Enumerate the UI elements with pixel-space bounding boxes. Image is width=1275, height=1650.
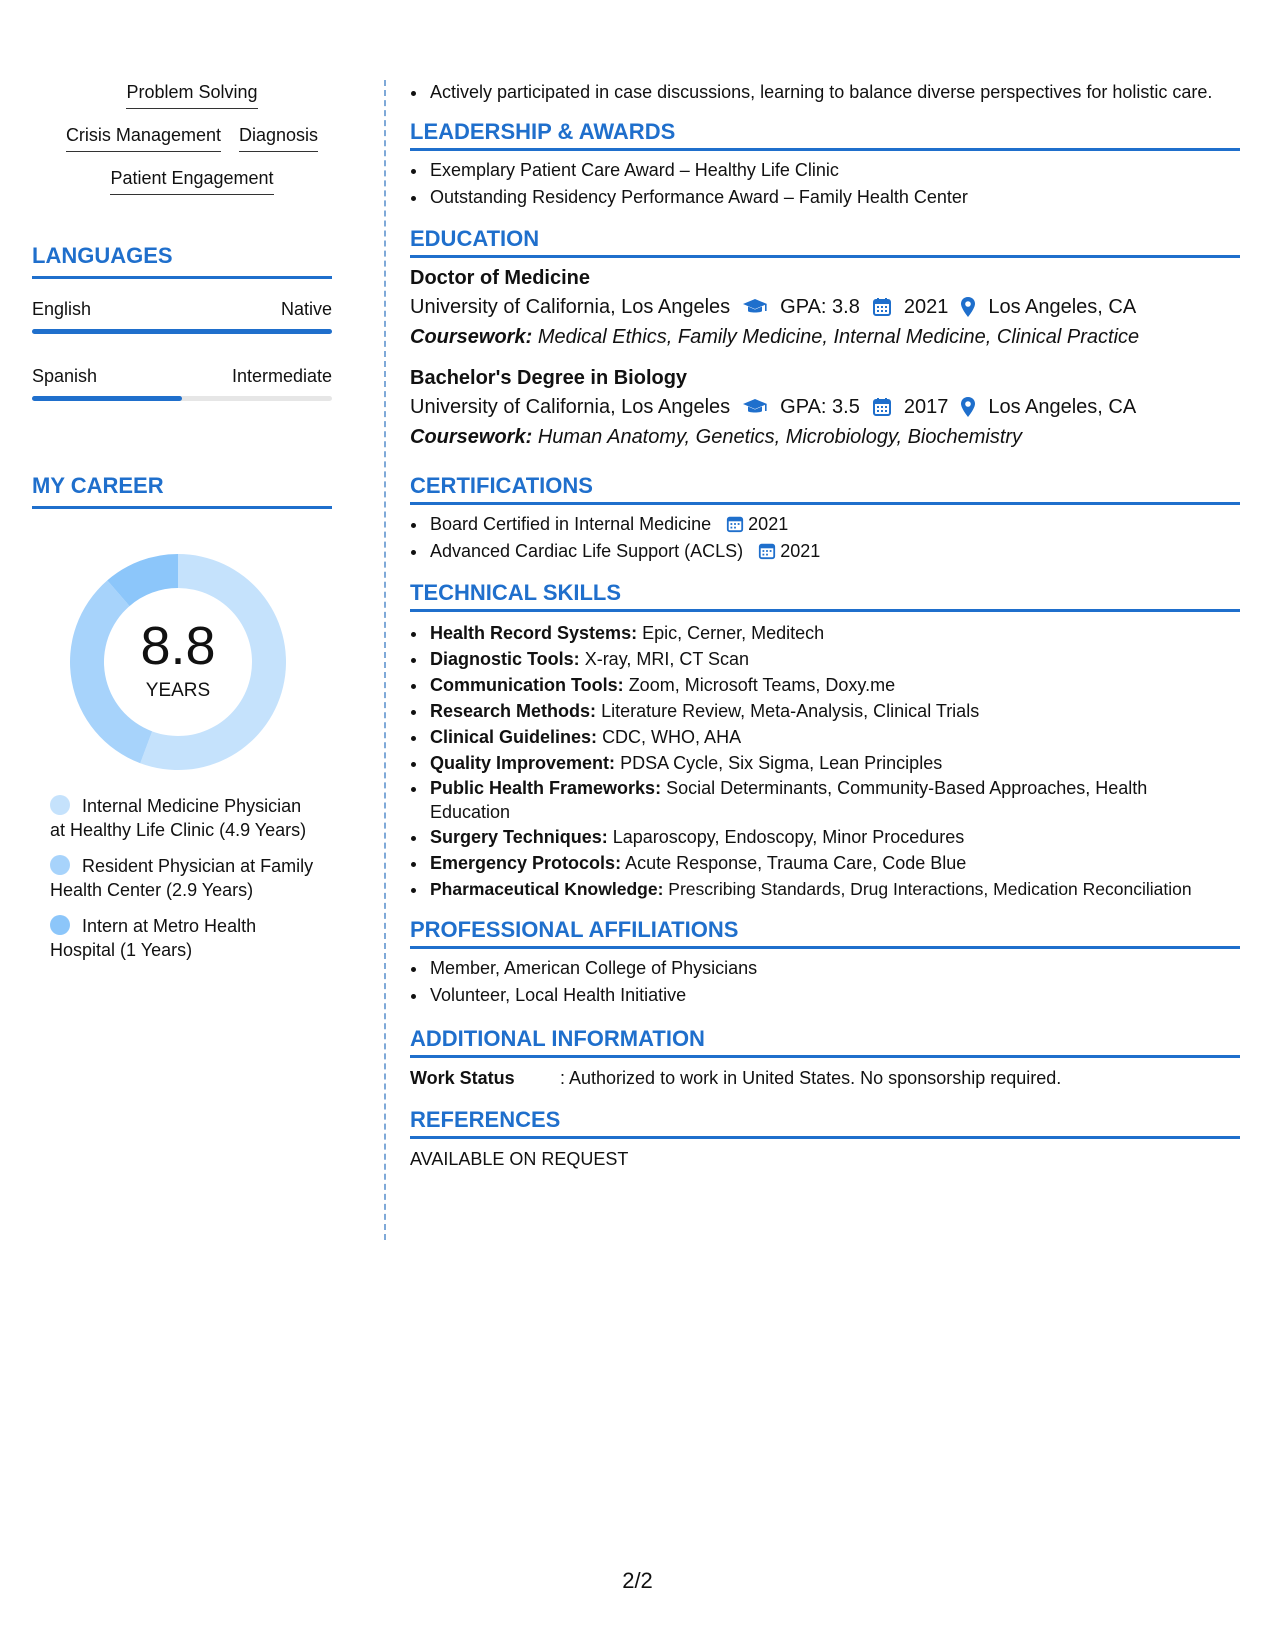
technical-skill-item [428, 724, 1240, 750]
work-status-value: : Authorized to work in United States. No sponsorship required. [560, 1068, 1062, 1088]
leadership-title: LEADERSHIP & AWARDS [410, 118, 1240, 151]
certification-name: Board Certified in Internal Medicine [430, 514, 712, 534]
right-column [410, 80, 1240, 1171]
school-name: University of California, Los Angeles [410, 296, 731, 318]
language-level: Native [280, 299, 332, 319]
language-name: Spanish [32, 366, 98, 386]
legend-dot-icon [50, 795, 70, 815]
school-name: University of California, Los Angeles [410, 396, 731, 418]
affiliation-item: • Volunteer, Local Health Initiative [428, 982, 1240, 1009]
career-legend [50, 794, 350, 974]
language-bar-fill [32, 329, 332, 334]
leadership-list [410, 157, 1240, 211]
skill-tag: Problem Solving [126, 80, 257, 109]
skill-label: Quality Improvement: [430, 753, 616, 773]
legend-item [50, 794, 350, 842]
degree-title: Doctor of Medicine [410, 267, 591, 289]
skill-value: Epic, Cerner, Meditech [642, 623, 825, 643]
skill-tag: Crisis Management [66, 123, 221, 152]
certification-item [428, 538, 1240, 565]
coursework-list: Medical Ethics, Family Medicine, Internal Medicine, Clinical Practice [537, 326, 1140, 348]
skill-label: Pharmaceutical Knowledge: [430, 879, 664, 899]
graduation-cap-icon [742, 297, 768, 317]
career-total: 8.8 [140, 616, 216, 676]
graduation-year: 2017 [903, 396, 949, 418]
skill-value: PDSA Cycle, Six Sigma, Lean Principles [620, 753, 943, 773]
skill-value: X-ray, MRI, CT Scan [584, 649, 750, 669]
language-bar [32, 396, 332, 401]
skill-value: Social Determinants, Community-Based Approaches, Health Education [430, 778, 1148, 822]
work-status-label: Work Status [410, 1068, 515, 1088]
affiliation-item: • Member, American College of Physicians [428, 955, 1240, 982]
technical-skill-item [428, 776, 1240, 824]
calendar-icon [872, 397, 892, 417]
skill-label: Public Health Frameworks: [430, 778, 662, 798]
career-unit: YEARS [145, 680, 211, 701]
references-text: AVAILABLE ON REQUEST [410, 1149, 629, 1169]
technical-skills-list [410, 620, 1240, 902]
skill-tags [32, 80, 352, 195]
technical-skill-item [428, 620, 1240, 646]
calendar-icon [872, 297, 892, 317]
career-section [32, 472, 332, 509]
language-item [32, 364, 332, 401]
skill-label: Health Record Systems: [430, 623, 638, 643]
languages-title: LANGUAGES [32, 242, 332, 279]
left-column [32, 80, 352, 960]
experience-bullets [410, 80, 1240, 104]
certification-year: 2021 [748, 514, 789, 534]
school-location: Los Angeles, CA [988, 296, 1137, 318]
location-pin-icon [960, 396, 976, 418]
language-item [32, 297, 332, 334]
technical-skill-item [428, 672, 1240, 698]
references-title: REFERENCES [410, 1106, 1240, 1139]
legend-text-line2: Health Center (2.9 Years) [50, 880, 254, 900]
affiliations-title: PROFESSIONAL AFFILIATIONS [410, 916, 1240, 949]
coursework [410, 322, 1240, 352]
career-donut-chart [66, 550, 290, 774]
experience-bullet: • Actively participated in case discussions, learning to balance diverse perspectives for holistic care. [428, 80, 1240, 104]
technical-skill-item [428, 646, 1240, 672]
technical-skills-title: TECHNICAL SKILLS [410, 579, 1240, 612]
technical-skill-item [428, 850, 1240, 876]
skill-label: Surgery Techniques: [430, 827, 608, 847]
skill-value: Prescribing Standards, Drug Interactions, Medication Reconciliation [668, 879, 1192, 899]
legend-dot-icon [50, 915, 70, 935]
award-item: • Outstanding Residency Performance Award – Family Health Center [428, 184, 1240, 211]
coursework-label: Coursework: [410, 326, 533, 348]
technical-skill-item [428, 824, 1240, 850]
legend-dot-icon [50, 855, 70, 875]
affiliations-list [410, 955, 1240, 1009]
coursework-list: Human Anatomy, Genetics, Microbiology, Biochemistry [537, 426, 1023, 448]
technical-skill-item [428, 750, 1240, 776]
certification-name: Advanced Cardiac Life Support (ACLS) [430, 541, 744, 561]
certification-item [428, 511, 1240, 538]
legend-text-line1: Internal Medicine Physician [82, 796, 302, 816]
skill-value: Acute Response, Trauma Care, Code Blue [625, 853, 967, 873]
skill-value: CDC, WHO, AHA [602, 727, 742, 747]
skill-label: Emergency Protocols: [430, 853, 622, 873]
gpa: GPA: 3.5 [780, 396, 860, 418]
education-entry [410, 264, 1240, 352]
skill-label: Diagnostic Tools: [430, 649, 580, 669]
certification-year: 2021 [780, 541, 821, 561]
language-level: Intermediate [231, 366, 332, 386]
calendar-icon [758, 542, 776, 560]
certifications-list [410, 511, 1240, 565]
skill-tag: Diagnosis [239, 123, 318, 152]
gpa: GPA: 3.8 [780, 296, 860, 318]
coursework [410, 422, 1240, 452]
language-bar-fill [32, 396, 182, 401]
technical-skill-item [428, 876, 1240, 902]
location-pin-icon [960, 296, 976, 318]
column-divider [384, 80, 386, 1240]
legend-text-line1: Intern at Metro Health [82, 916, 257, 936]
skill-value: Laparoscopy, Endoscopy, Minor Procedures [612, 827, 965, 847]
languages-section [32, 242, 332, 401]
education-title: EDUCATION [410, 225, 1240, 258]
page-number: 2/2 [622, 1568, 653, 1593]
skill-value: Literature Review, Meta-Analysis, Clinical Trials [601, 701, 980, 721]
work-status-row [410, 1066, 1240, 1090]
skill-label: Clinical Guidelines: [430, 727, 598, 747]
school-location: Los Angeles, CA [988, 396, 1137, 418]
calendar-icon [726, 515, 744, 533]
graduation-cap-icon [742, 397, 768, 417]
legend-text-line2: at Healthy Life Clinic (4.9 Years) [50, 820, 307, 840]
technical-skill-item [428, 698, 1240, 724]
coursework-label: Coursework: [410, 426, 533, 448]
skill-tag: Patient Engagement [110, 166, 273, 195]
legend-item [50, 854, 350, 902]
legend-text-line1: Resident Physician at Family [82, 856, 314, 876]
language-name: English [32, 299, 92, 319]
graduation-year: 2021 [903, 296, 949, 318]
skill-label: Communication Tools: [430, 675, 624, 695]
award-item: • Exemplary Patient Care Award – Healthy Life Clinic [428, 157, 1240, 184]
skill-label: Research Methods: [430, 701, 597, 721]
certifications-title: CERTIFICATIONS [410, 472, 1240, 505]
skill-value: Zoom, Microsoft Teams, Doxy.me [628, 675, 896, 695]
degree-title: Bachelor's Degree in Biology [410, 367, 688, 389]
career-title: MY CAREER [32, 472, 332, 509]
additional-info-title: ADDITIONAL INFORMATION [410, 1025, 1240, 1058]
education-entry [410, 364, 1240, 452]
legend-item [50, 914, 350, 962]
language-bar [32, 329, 332, 334]
legend-text-line2: Hospital (1 Years) [50, 940, 193, 960]
